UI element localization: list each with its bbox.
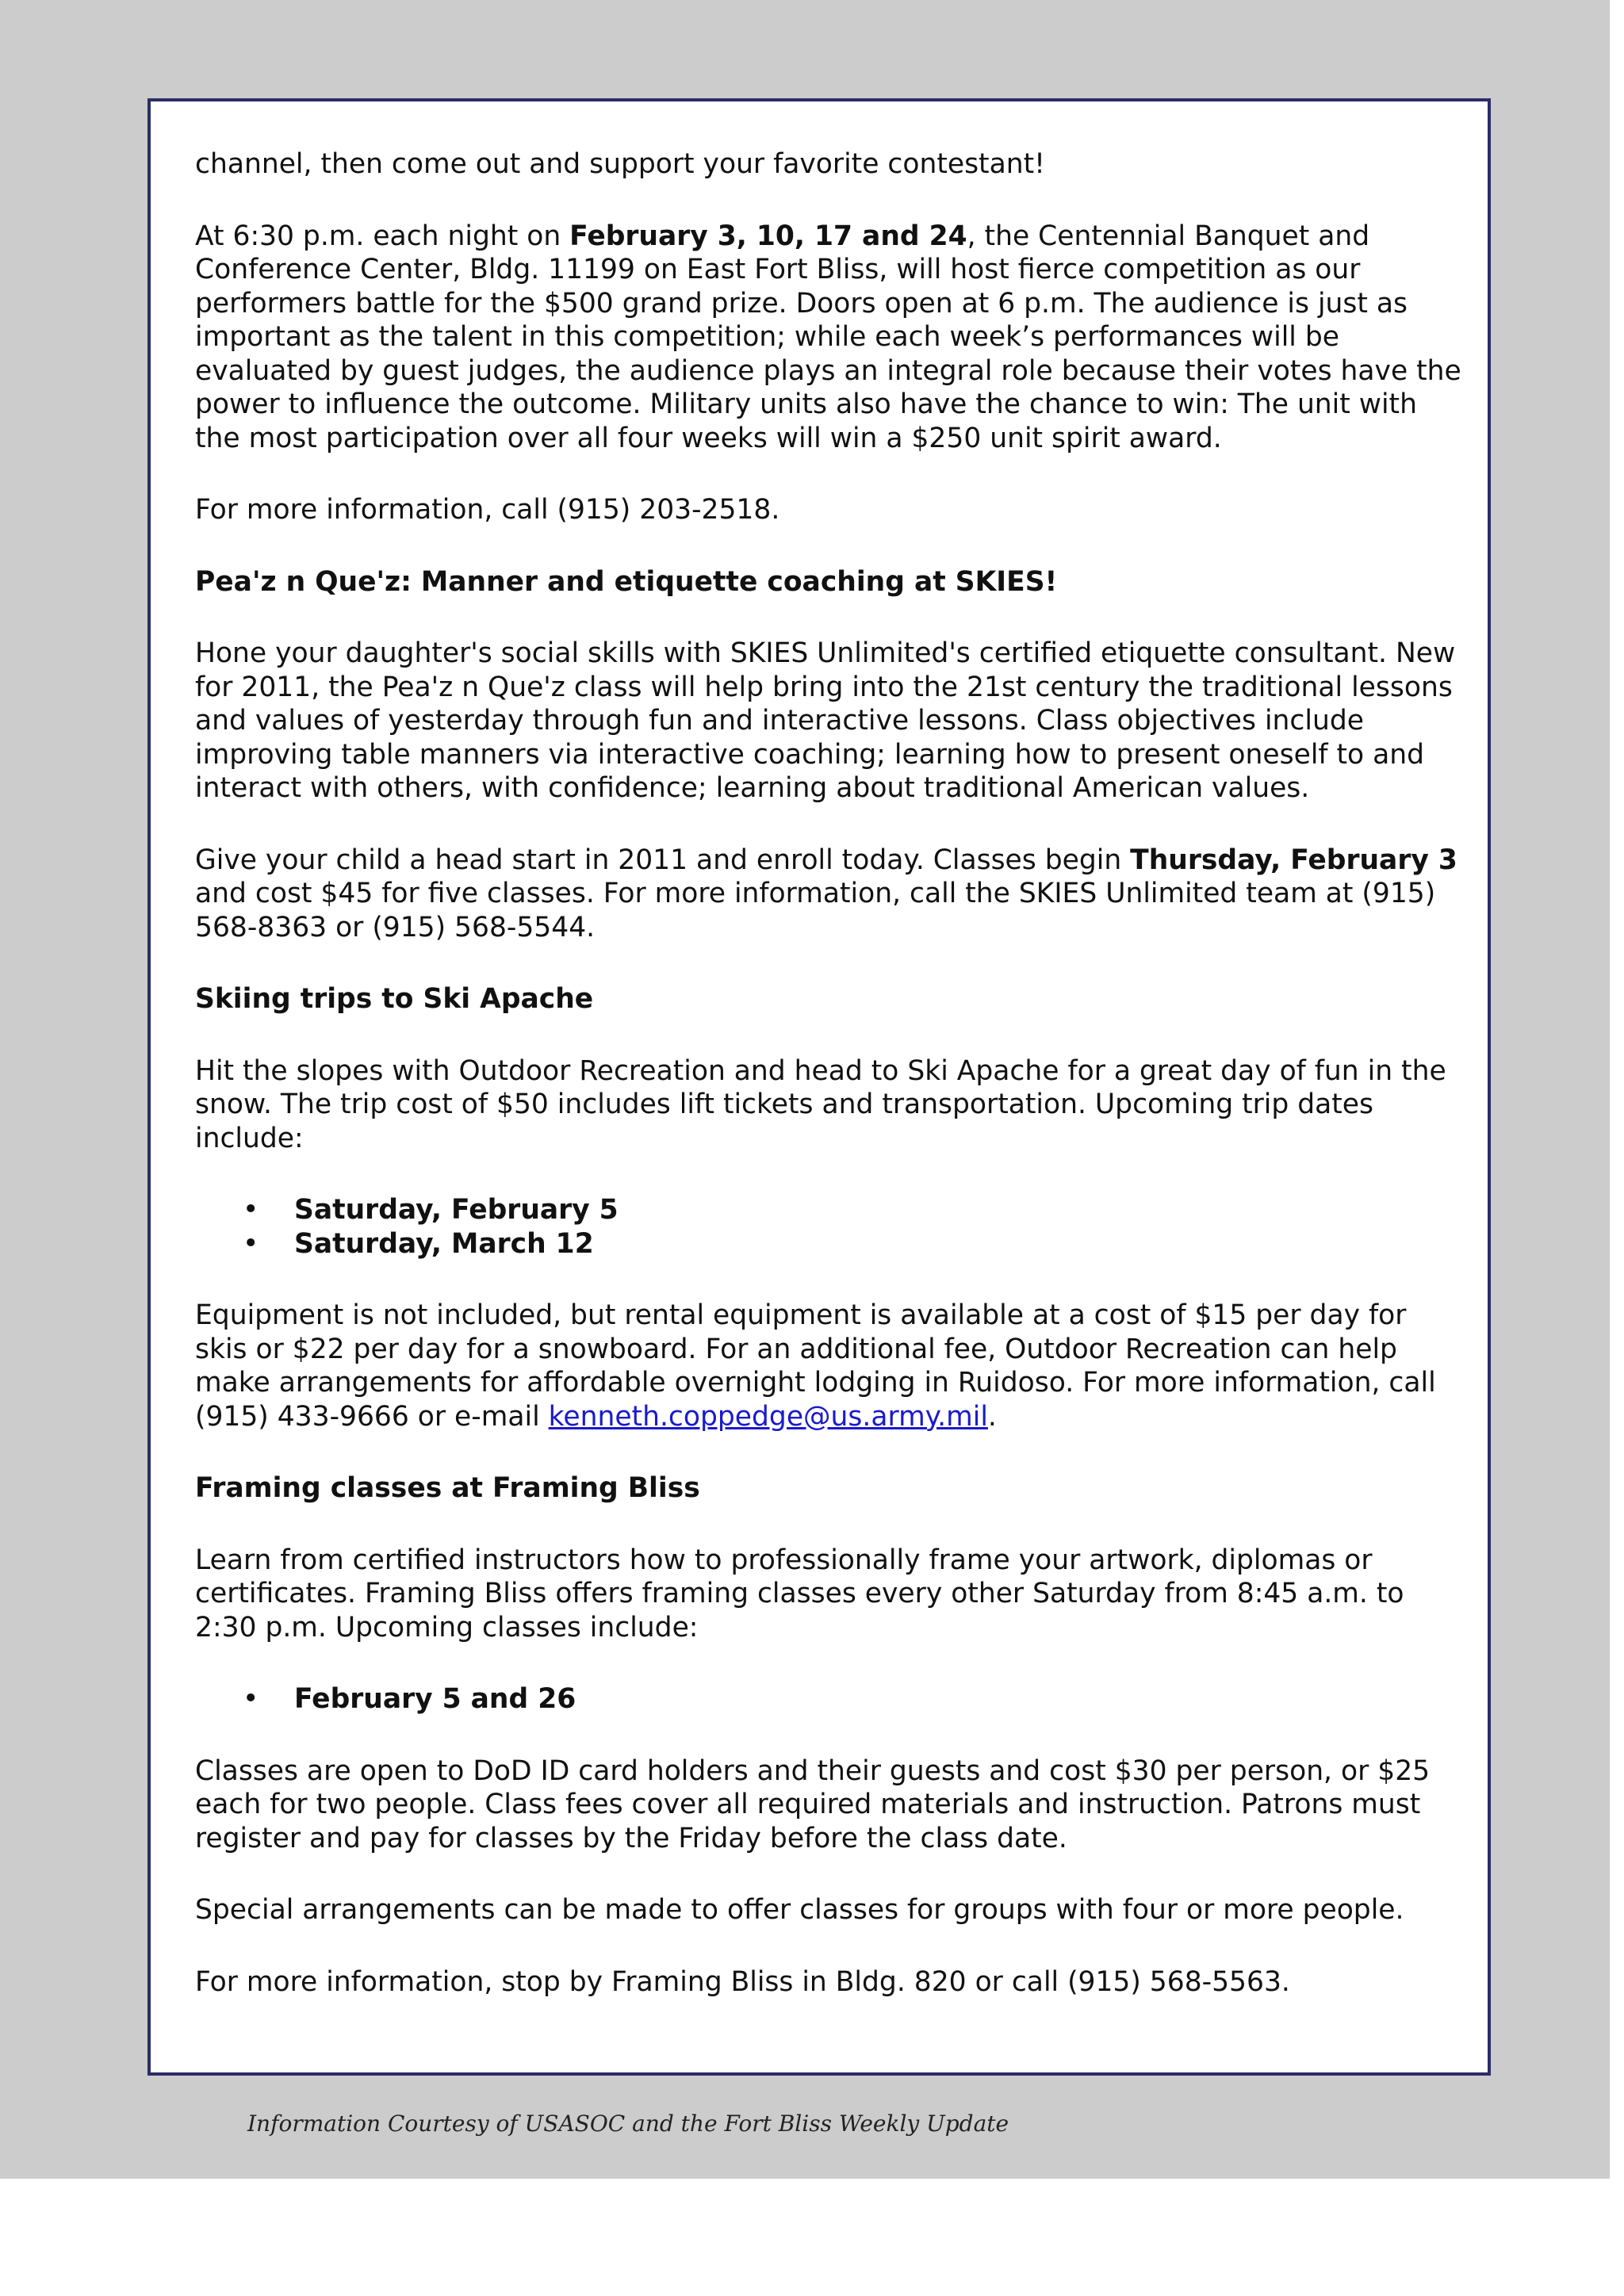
- email-link[interactable]: kenneth.coppedge@us.army.mil: [548, 1400, 988, 1433]
- framing-dates-list: [195, 1682, 1464, 1716]
- paragraph-enroll: [195, 844, 1464, 945]
- class-start-date: Thursday, February 3: [1130, 844, 1457, 876]
- paragraph-competition: [195, 220, 1464, 456]
- competition-dates: February 3, 10, 17 and 24: [569, 220, 967, 252]
- text-run: , the Centennial Banquet and Conference Center, Bldg. 11199 on East Fort Bliss, will host fierce competition as our performers battle for the $500 grand prize. Doors open at 6 p.m. The audience is just as important as the talent in this competition; while each week’s performances will be evaluated by guest judges, the audience plays an integral role because their votes have the power to influence the outcome. Military units also have the chance to win: The unit with the most participation over all four weeks will win a $250 unit spirit award.: [195, 220, 1461, 454]
- paragraph-special-arrangements: Special arrangements can be made to offer classes for groups with four or more people.: [195, 1894, 1404, 1926]
- paragraph-equipment: [195, 1299, 1464, 1433]
- paragraph-intro-end: channel, then come out and support your favorite contestant!: [195, 148, 1045, 180]
- paragraph-skiing: Hit the slopes with Outdoor Recreation and head to Ski Apache for a great day of fun in the snow. The trip cost of $50 includes lift tickets and transportation. Upcoming trip dates include:: [195, 1054, 1446, 1154]
- list-item: • Saturday, February 5: [195, 1193, 1464, 1227]
- paragraph-info-phone: For more information, call (915) 203-2518.: [195, 494, 780, 526]
- newsletter-frame: [147, 98, 1491, 2076]
- article-body: [195, 147, 1464, 2037]
- text-run: .: [987, 1400, 997, 1433]
- paragraph-framing-contact: For more information, stop by Framing Bliss in Bldg. 820 or call (915) 568-5563.: [195, 1965, 1290, 1998]
- list-item: • February 5 and 26: [195, 1682, 1464, 1716]
- heading-skiing: Skiing trips to Ski Apache: [195, 983, 594, 1015]
- text-run: At 6:30 p.m. each night on: [195, 220, 570, 252]
- text-run: Give your child a head start in 2011 and enroll today. Classes begin: [195, 844, 1131, 876]
- paragraph-framing-fees: Classes are open to DoD ID card holders and their guests and cost $30 per person, or $25 each for two people. Class fees cover all required materials and instruction. Patrons must register and pay for classes by the Friday before the class date.: [195, 1755, 1431, 1854]
- footer-credit: Information Courtesy of USASOC and the Fort Bliss Weekly Update: [247, 2110, 1009, 2137]
- text-run: and cost $45 for five classes. For more information, call the SKIES Unlimited team at (915) 568-8363 or (915) 568-5544.: [195, 878, 1436, 943]
- paragraph-framing: Learn from certified instructors how to professionally frame your artwork, diplomas or certificates. Framing Bliss offers framing classes every other Saturday from 8:45 a.m. to 2:30 p.m. Upcoming classes include:: [195, 1544, 1404, 1644]
- text-run: Equipment is not included, but rental equipment is available at a cost of $15 per day for skis or $22 per day for a snowboard. For an additional fee, Outdoor Recreation can help make arrangements for affordable overnight lodging in Ruidoso. For more information, call (915) 433-9666 or e-mail: [195, 1299, 1436, 1433]
- list-item: • Saturday, March 12: [195, 1227, 1464, 1261]
- ski-dates-list: [195, 1193, 1464, 1261]
- heading-etiquette: Pea'z n Que'z: Manner and etiquette coaching at SKIES!: [195, 565, 1058, 598]
- paragraph-etiquette: Hone your daughter's social skills with SKIES Unlimited's certified etiquette consultant. New for 2011, the Pea'z n Que'z class will help bring into the 21st century the traditional lessons and values of yesterday through fun and interactive lessons. Class objectives include improving table manners via interactive coaching; learning how to present oneself to and interact with others, with confidence; learning about traditional American values.: [195, 637, 1456, 804]
- heading-framing: Framing classes at Framing Bliss: [195, 1472, 700, 1504]
